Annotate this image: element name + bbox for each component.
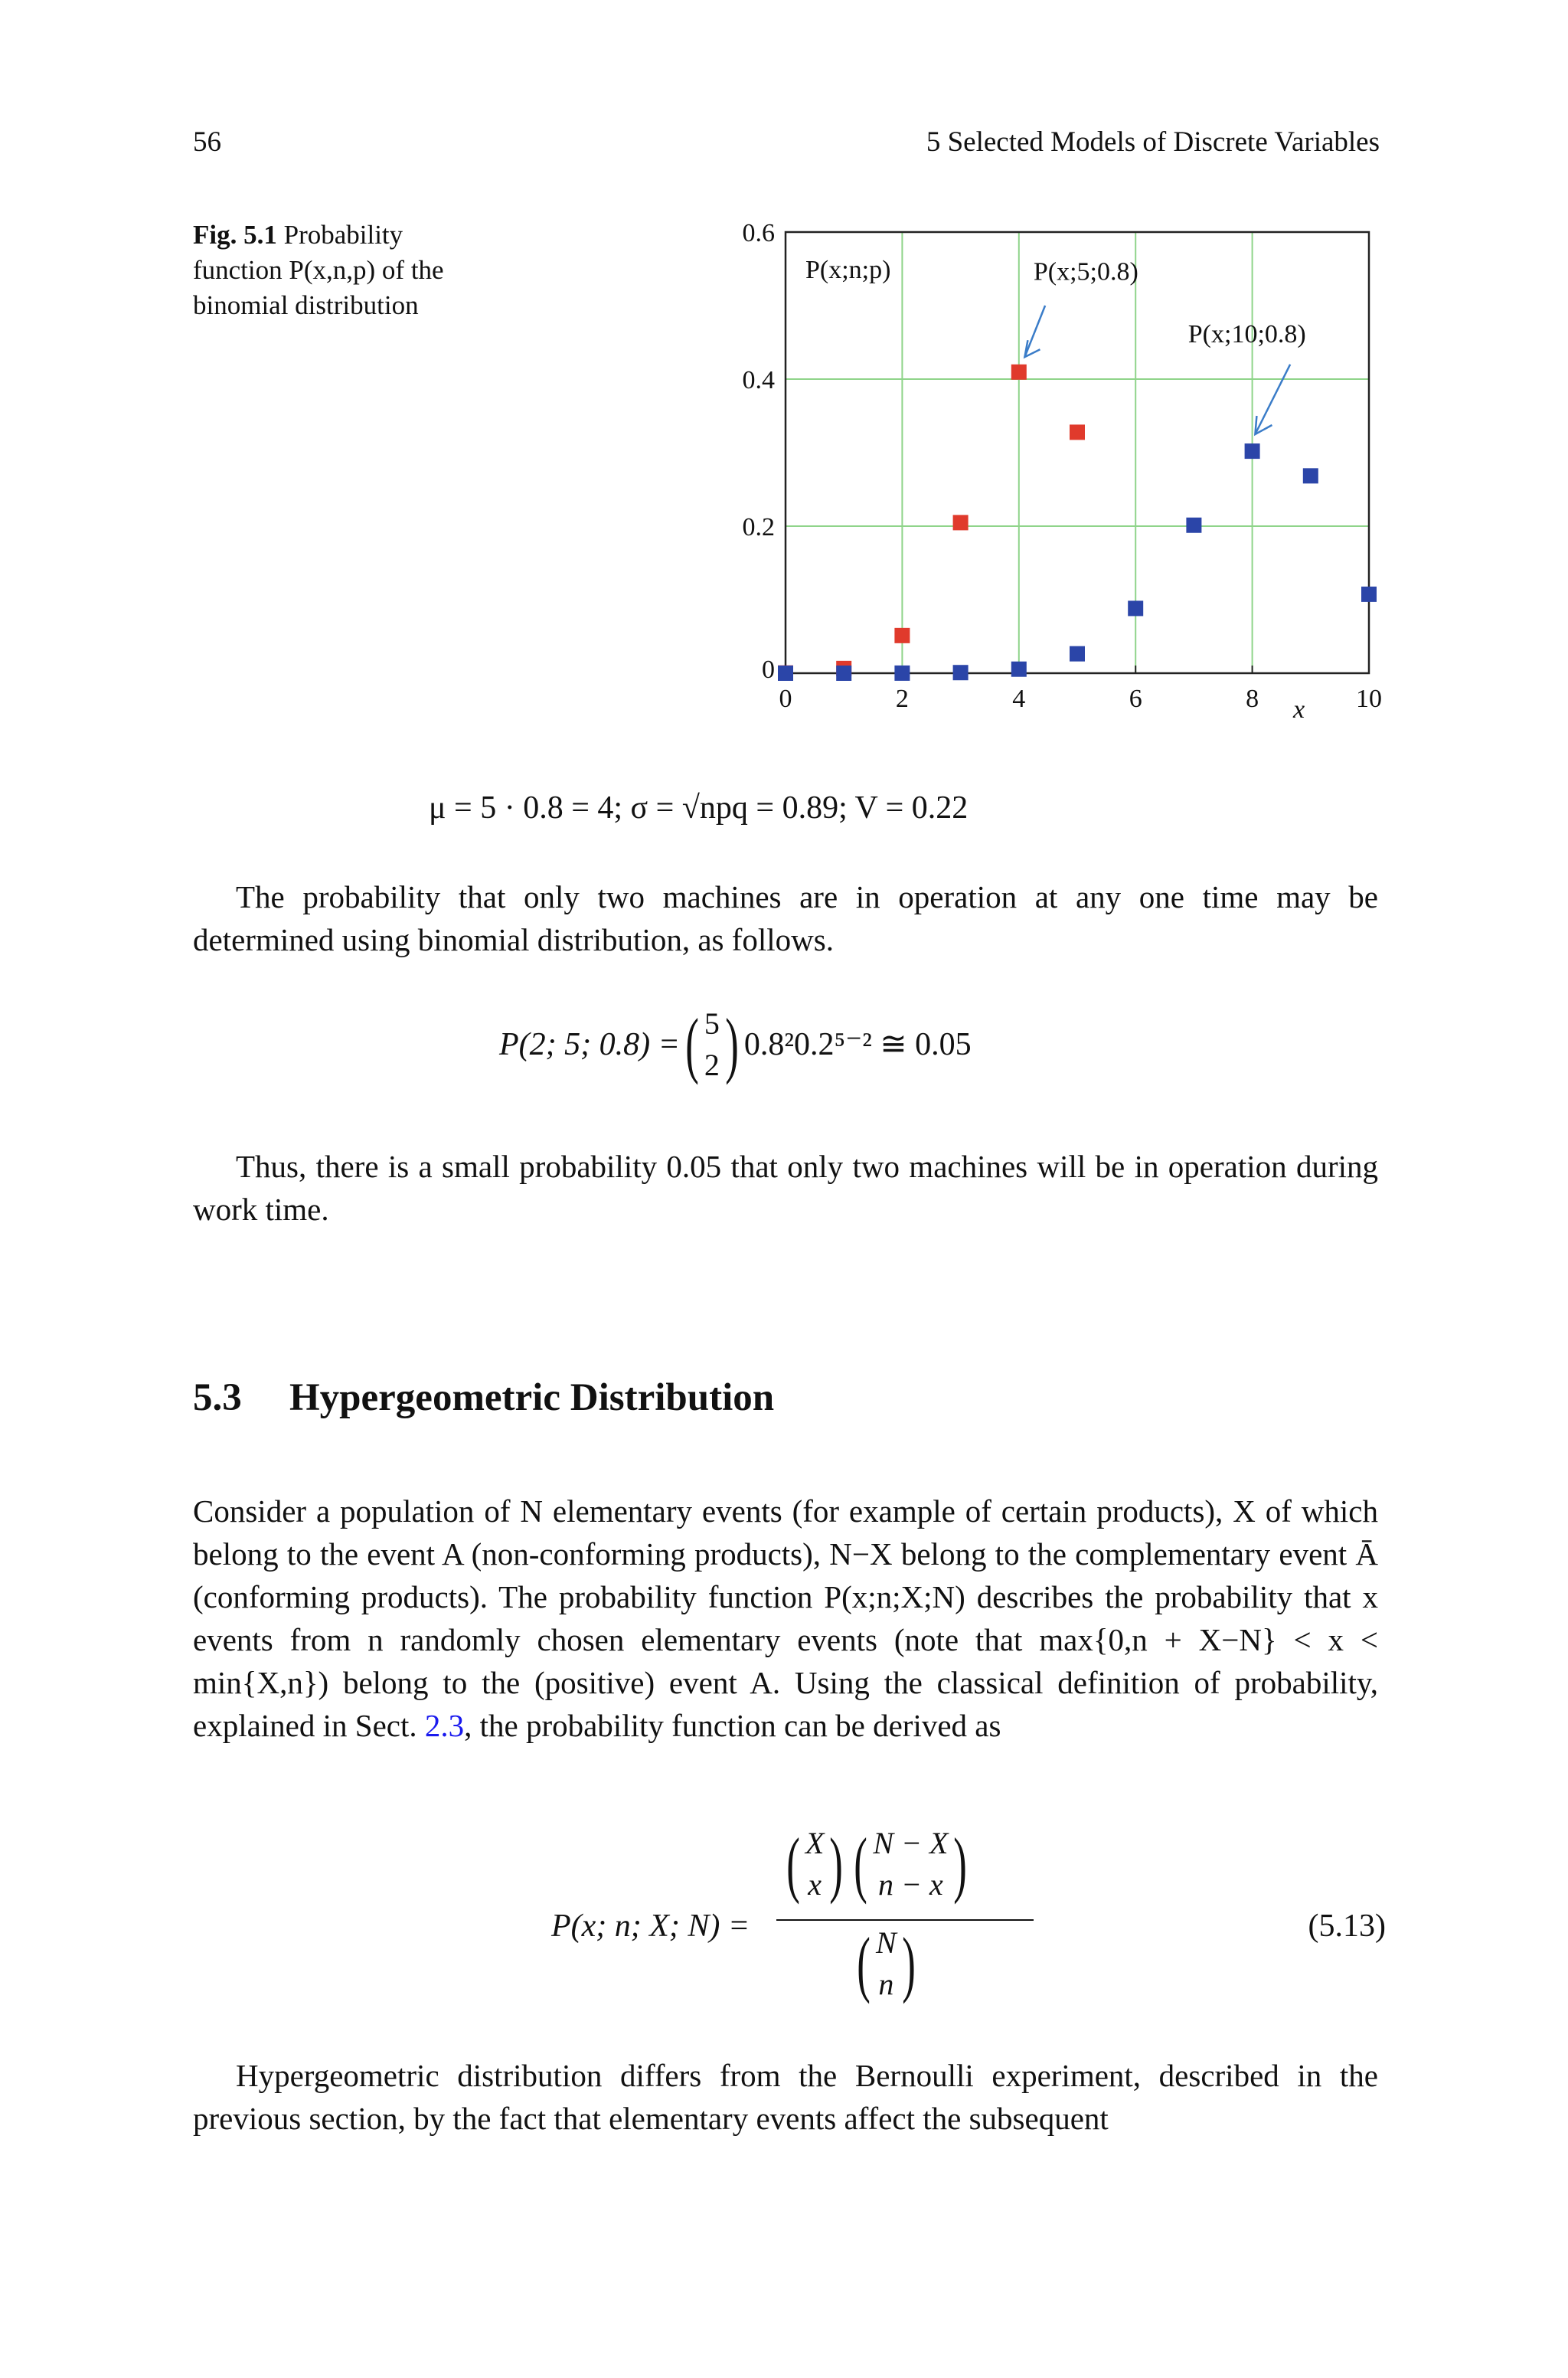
- eq3-paren: (: [854, 1823, 868, 1905]
- eq3-paren: ): [953, 1823, 968, 1905]
- equation-hypergeometric: [551, 1823, 1386, 2022]
- data-point: [894, 628, 910, 643]
- section-link[interactable]: 2.3: [424, 1708, 465, 1743]
- page-number: 56: [193, 126, 221, 158]
- eq2-right-paren: ): [725, 1003, 739, 1085]
- x-tick-label: 2: [895, 685, 909, 713]
- x-tick-label: 8: [1246, 685, 1259, 713]
- data-point: [1245, 443, 1260, 459]
- eq3-paren: ): [829, 1823, 844, 1905]
- paragraph-3-text-b: , the probability function can be derived as: [464, 1708, 1001, 1743]
- figure-caption-line2: function P(x,n,p) of the: [193, 255, 444, 285]
- x-tick-label: 4: [1012, 685, 1026, 713]
- section-title: Hypergeometric Distribution: [289, 1376, 775, 1419]
- eq3-denominator: [851, 1922, 921, 2005]
- eq2-binom-n: 5: [704, 1006, 720, 1041]
- data-point: [1070, 646, 1085, 662]
- plot-frame: [786, 232, 1369, 673]
- annotation-label: P(x;5;0.8): [1033, 257, 1138, 286]
- data-point: [1303, 468, 1318, 483]
- eq2-binom-k: 2: [704, 1048, 720, 1082]
- eq3-b1-top: X: [805, 1826, 825, 1860]
- eq3-b3-top: N: [875, 1925, 897, 1960]
- eq3-b1-bot: x: [808, 1867, 822, 1902]
- figure-caption: [193, 218, 514, 323]
- eq2-lhs: P(2; 5; 0.8) =: [499, 1027, 680, 1062]
- data-point: [1011, 662, 1027, 677]
- data-point: [1128, 600, 1143, 616]
- eq2-left-paren: (: [685, 1003, 699, 1085]
- data-point: [1070, 424, 1085, 440]
- eq3-b2-top: N − X: [873, 1826, 949, 1860]
- data-point: [1186, 518, 1201, 533]
- data-point: [953, 515, 969, 530]
- eq3-paren: (: [857, 1922, 871, 2004]
- eq2-binom: [704, 1003, 720, 1086]
- binomial-chart: [720, 218, 1382, 739]
- paragraph-2: Thus, there is a small probability 0.05 that only two machines will be in operation during work time.: [193, 1149, 1378, 1227]
- eq3-b3-bot: n: [878, 1967, 894, 2001]
- eq3-paren: ): [901, 1922, 916, 2004]
- y-tick-label: 0.2: [742, 513, 775, 541]
- eq3-binom-2: [873, 1823, 948, 1905]
- data-point: [1011, 365, 1027, 380]
- equation-mean-std: μ = 5 · 0.8 = 4; σ = √npq = 0.89; V = 0.22: [429, 790, 969, 826]
- annotation-arrowhead: [1024, 340, 1040, 357]
- eq3-paren: (: [786, 1823, 800, 1905]
- eq3-lhs: P(x; n; X; N) =: [551, 1909, 750, 1944]
- annotation-arrow: [1024, 306, 1045, 357]
- equation-binomial-example: [499, 1003, 972, 1086]
- data-point: [1361, 587, 1377, 602]
- paragraph-3: [193, 1490, 1378, 1747]
- figure-caption-line3: binomial distribution: [193, 290, 419, 320]
- chart-title: P(x;n;p): [805, 256, 891, 284]
- section-heading: [193, 1375, 774, 1421]
- eq2-rhs: 0.8²0.2⁵⁻² ≅ 0.05: [743, 1027, 972, 1062]
- x-tick-label: 10: [1356, 685, 1382, 713]
- y-tick-label: 0.6: [742, 219, 775, 247]
- data-point: [953, 665, 969, 680]
- equation-number: (5.13): [1308, 1909, 1386, 1944]
- figure-caption-line1: Probability: [283, 220, 403, 250]
- paragraph-4: Hypergeometric distribution differs from the Bernoulli experiment, described in the previous section, by the fact that elementary events affect the subsequent: [193, 2058, 1378, 2136]
- x-tick-label: 6: [1129, 685, 1142, 713]
- y-tick-label: 0.4: [742, 366, 775, 394]
- paragraph-1: The probability that only two machines are in operation at any one time may be determined using binomial distribution, as follows.: [193, 879, 1378, 957]
- data-point: [836, 666, 851, 681]
- data-point: [778, 666, 793, 681]
- eq3-b2-bot: n − x: [878, 1867, 943, 1902]
- figure-label: Fig. 5.1: [193, 220, 277, 250]
- annotation-arrow: [1255, 365, 1290, 434]
- x-axis-label: x: [1293, 695, 1305, 724]
- eq3-numerator: [781, 1823, 972, 1905]
- eq3-binom-1: [805, 1823, 824, 1905]
- paragraph-3-text-a: Consider a population of N elementary events (for example of certain products), X of which belong to the event A (non-conforming products), N−X belong to the complementary event Ā (conforming products). The probability function P(x;n;X;N) describes the probability that x events from n randomly chosen elementary events (note that max{0,n + X−N} < x < min{X,n}) belong to the (positive) event A. Using the classical definition of probability, explained in Sect.: [193, 1493, 1378, 1743]
- eq3-fraction-bar: [776, 1919, 1034, 1921]
- annotation-label: P(x;10;0.8): [1187, 320, 1306, 348]
- x-tick-label: 0: [779, 685, 792, 713]
- section-number: 5.3: [193, 1376, 242, 1419]
- eq3-binom-3: [876, 1922, 897, 2005]
- data-point: [894, 666, 910, 681]
- y-tick-label: 0: [762, 656, 775, 684]
- running-head: 5 Selected Models of Discrete Variables: [926, 126, 1380, 158]
